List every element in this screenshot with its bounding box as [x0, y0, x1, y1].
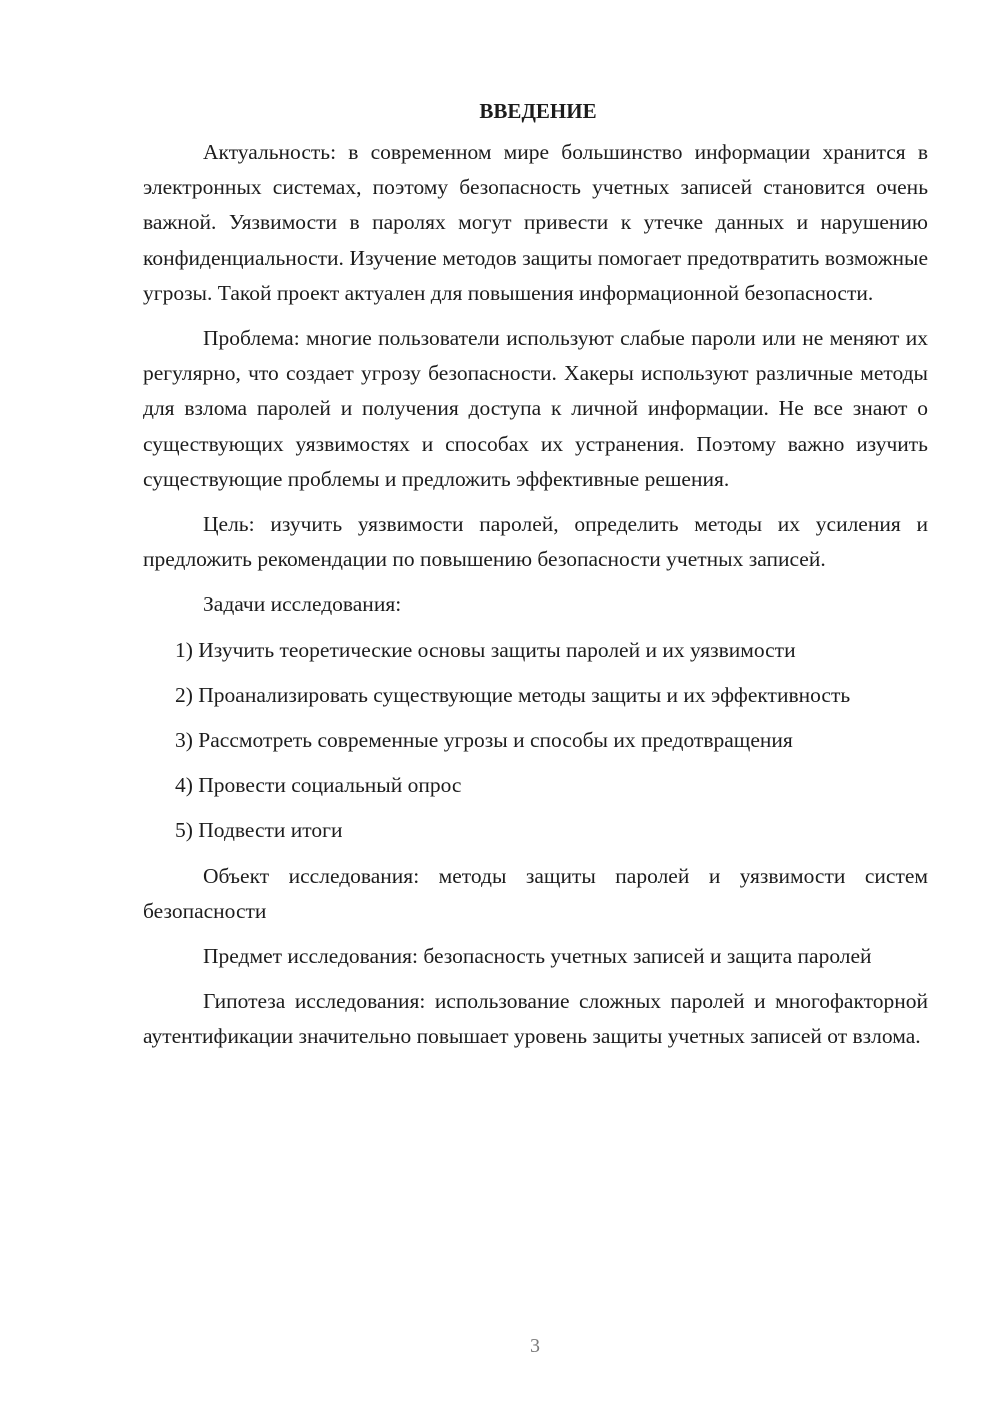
task-item-2: 2) Проанализировать существующие методы защиты и их эффективность — [175, 682, 851, 707]
section-title: ВВЕДЕНИЕ — [479, 99, 597, 123]
relevance-paragraph: Актуальность: в современном мире большинство информации хранится в электронных системах, поэтому безопасность учетных записей становится очень важной. Уязвимости в паролях могут привести к утечке данных и нарушению конфиденциальности. Изучение методов защиты помогает предотвратить возможные угрозы. Такой проект актуален для повышения информационной безопасности. — [143, 140, 928, 305]
page-content — [143, 94, 928, 1055]
task-item-3: 3) Рассмотреть современные угрозы и способы их предотвращения — [175, 728, 793, 753]
problem-paragraph: Проблема: многие пользователи используют слабые пароли или не меняют их регулярно, что создает угрозу безопасности. Хакеры используют различные методы для взлома паролей и получения доступа к личной информации. Не все знают о существующих уязвимостях и способах их устранения. Поэтому важно изучить существующие проблемы и предложить эффективные решения. — [143, 326, 928, 491]
tasks-heading: Задачи исследования: — [203, 592, 402, 617]
page-number: 3 — [530, 1335, 540, 1357]
goal-paragraph: Цель: изучить уязвимости паролей, определить методы их усиления и предложить рекомендации по повышению безопасности учетных записей. — [143, 512, 928, 572]
hypothesis-paragraph: Гипотеза исследования: использование сложных паролей и многофакторной аутентификации значительно повышает уровень защиты учетных записей от взлома. — [143, 989, 928, 1049]
task-item-4: 4) Провести социальный опрос — [175, 773, 462, 798]
task-item-5: 5) Подвести итоги — [175, 818, 343, 843]
subject-paragraph: Предмет исследования: безопасность учетных записей и защита паролей — [203, 944, 872, 969]
object-paragraph: Объект исследования: методы защиты паролей и уязвимости систем безопасности — [143, 863, 928, 923]
task-item-1: 1) Изучить теоретические основы защиты паролей и их уязвимости — [175, 637, 796, 662]
